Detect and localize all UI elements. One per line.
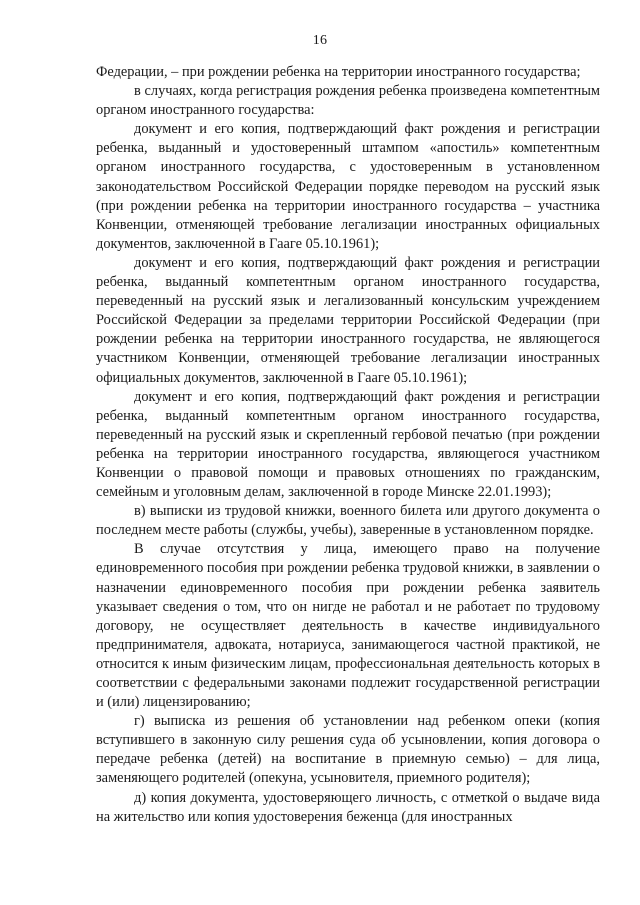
paragraph-item-v: в) выписки из трудовой книжки, военного билета или другого документа о последнем месте работы (службы, учебы), заверенные в установленном порядке.: [96, 503, 600, 539]
paragraph-foreign-registration: в случаях, когда регистрация рождения ребенка произведена компетентным органом иностранного государства:: [96, 83, 600, 119]
paragraph-continuation: Федерации, – при рождении ребенка на территории иностранного государства;: [96, 64, 581, 80]
paragraph-apostille-document: документ и его копия, подтверждающий факт рождения и регистрации ребенка, выданный и удостоверенный штампом «апостиль» компетентным органом иностранного государства, с удостоверенным в установленном законодательством Российской Федерации порядке переводом на русский язык (при рождении ребенка на территории иностранного государства – участника Конвенции, отменяющей требование легализации иностранных официальных документов, заключенной в Гааге 05.10.1961);: [96, 121, 600, 252]
paragraph-stamped-document: документ и его копия, подтверждающий факт рождения и регистрации ребенка, выданный компетентным органом иностранного государства, переведенный на русский язык и скрепленный гербовой печатью (при рождении ребенка на территории иностранного государства, являющегося участником Конвенции о правовой помощи и правовых отношениях по гражданским, семейным и уголовным делам, заключенной в городе Минске 22.01.1993);: [96, 388, 600, 501]
document-body: [96, 63, 600, 827]
paragraph-item-g: г) выписка из решения об установлении над ребенком опеки (копия вступившего в законную силу решения суда об усыновлении, копия договора о передаче ребенка (детей) на воспитание в приемную семью) – для лица, заменяющего родителей (опекуна, усыновителя, приемного родителя);: [96, 713, 600, 787]
page-number: 16: [312, 33, 328, 48]
paragraph-item-d: д) копия документа, удостоверяющего личность, с отметкой о выдаче вида на жительство или копия удостоверения беженца (для иностранных: [96, 789, 600, 825]
paragraph-legalized-document: документ и его копия, подтверждающий факт рождения и регистрации ребенка, выданный компетентным органом иностранного государства, переведенный на русский язык и легализованный консульским учреждением Российской Федерации за пределами территории Российской Федерации (при рождении ребенка на территории иностранного государства, не являющегося участником Конвенции, отменяющей требование легализации иностранных официальных документов, заключенной в Гааге 05.10.1961);: [96, 254, 600, 386]
paragraph-no-employment-record: В случае отсутствия у лица, имеющего право на получение единовременного пособия при рождении ребенка трудовой книжки, в заявлении о назначении единовременного пособия при рождении ребенка заявитель указывает сведения о том, что он нигде не работал и не работает по трудовому договору, не осуществляет деятельность в качестве индивидуального предпринимателя, адвоката, нотариуса, занимающегося частной практикой, не относится к иным физическим лицам, профессиональная деятельность которых в соответствии с федеральными законами подлежит государственной регистрации и (или) лицензированию;: [96, 541, 600, 711]
